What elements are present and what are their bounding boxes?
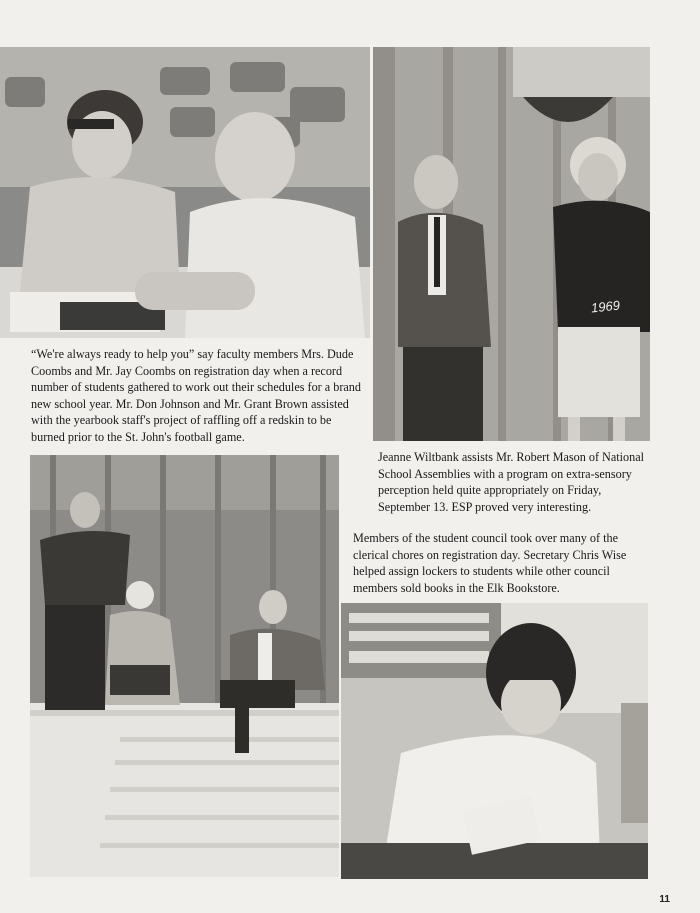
registration-photo	[0, 47, 370, 338]
council-caption: Members of the student council took over many of the clerical chores on registration day. Secretary Chris Wise helped assign lockers to students while other council members sold books in the Elk Bookstore.	[353, 531, 627, 595]
esp-caption: Jeanne Wiltbank assists Mr. Robert Mason of National School Assemblies with a program on extra-sensory perception held quite appropriately on Friday, September 13. ESP proved very interesting.	[378, 450, 645, 514]
student-council-photo	[341, 603, 648, 879]
raffle-stage-photo	[30, 455, 339, 877]
esp-assembly-photo	[373, 47, 650, 441]
page-number: 11	[659, 894, 670, 905]
jacket-year-text: 1969	[590, 297, 621, 316]
registration-caption: “We're always ready to help you” say faculty members Mrs. Dude Coombs and Mr. Jay Coombs on registration day when a record number of students gathered to work out their schedules for a brand new school year. Mr. Don Johnson and Mr. Grant Brown assisted with the yearbook staff's project of raffling off a redskin to be burned prior to the St. John's football game.	[31, 347, 361, 444]
